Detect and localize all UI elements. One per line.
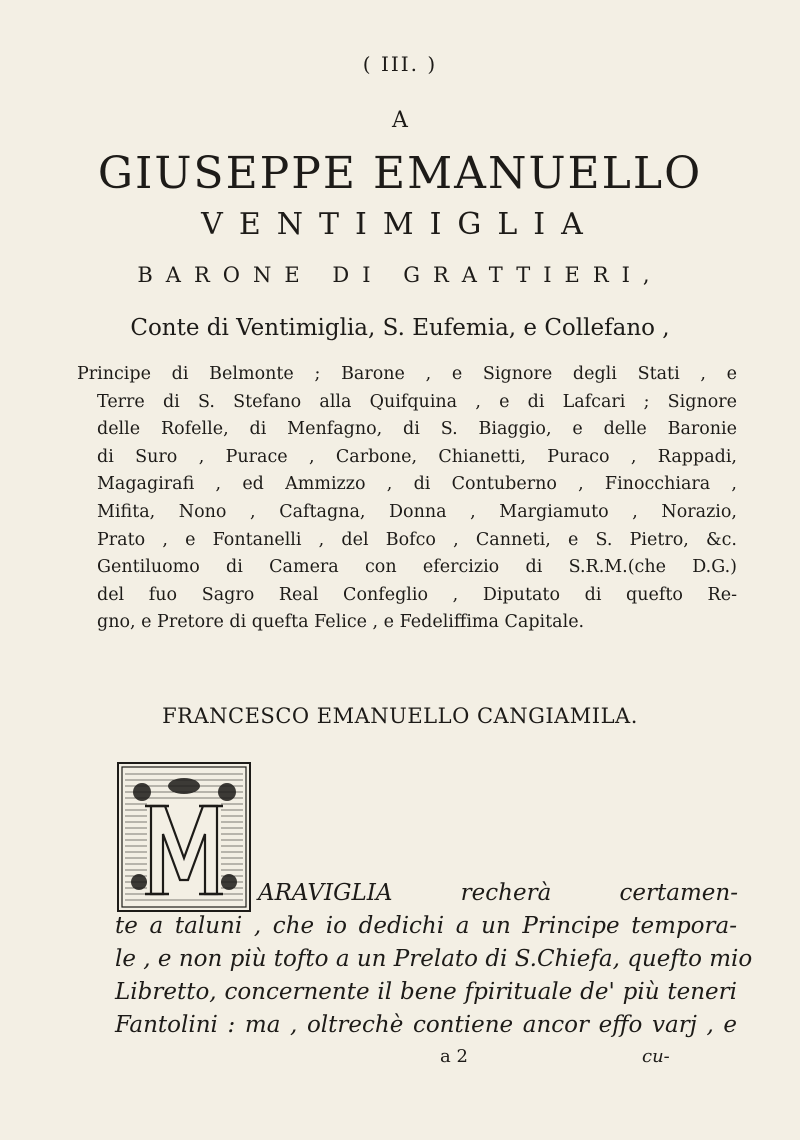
titles-line: gno, e Pretore di quefta Felice , e Fedeliffima Capitale. — [97, 612, 585, 633]
dedicatee-name: GIUSEPPE EMANUELLO — [97, 148, 703, 199]
dedication-to: A — [392, 108, 408, 133]
titles-line: Magagirafi , ed Ammizzo , di Contuberno , Finocchiara , — [97, 474, 737, 495]
catchword: cu- — [642, 1046, 670, 1067]
titles-line: Gentiluomo di Camera con efercizio di S.R.M.(che D.G.) — [97, 557, 737, 578]
titles-line: Mifita, Nono , Caftagna, Donna , Margiamuto , Norazio, — [97, 501, 737, 522]
author-name: FRANCESCO EMANUELLO CANGIAMILA. — [162, 704, 638, 728]
dedication-line: le , e non più tofto a un Prelato di S.Chiefa, quefto mio — [115, 946, 753, 972]
titles-line: delle Rofelle, di Menfagno, di S. Biaggio, e delle Baronie — [97, 419, 737, 440]
decorated-initial — [117, 762, 251, 912]
dedication-line: Libretto, concernente il bene fpirituale de' più teneri — [115, 979, 737, 1005]
titles-line: del fuo Sagro Real Confeglio , Diputato di quefto Re- — [97, 584, 737, 605]
signature-mark: a 2 — [440, 1046, 468, 1067]
dedication-line: ARAVIGLIA recherà certamen- — [258, 880, 738, 906]
titles-line: Prato , e Fontanelli , del Bofco , Canneti, e S. Pietro, &c. — [97, 529, 737, 550]
titles-paragraph — [77, 361, 737, 637]
dedication-line: te a taluni , che io dedichi a un Principe tempora- — [115, 913, 737, 939]
dedication-line: Fantolini : ma , oltrechè contiene ancor effo varj , e — [115, 1012, 737, 1038]
page-number: ( III. ) — [362, 52, 438, 76]
titles-line: Terre di S. Stefano alla Quifquina , e di Lafcari ; Signore — [97, 391, 737, 412]
noble-title: BARONE DI GRATTIERI, — [137, 263, 663, 287]
dedicatee-surname: VENTIMIGLIA — [201, 207, 599, 242]
count-line: Conte di Ventimiglia, S. Eufemia, e Collefano , — [130, 315, 670, 341]
titles-line: Principe di Belmonte ; Barone , e Signore degli Stati , e — [77, 364, 737, 384]
titles-line: di Suro , Purace , Carbone, Chianetti, Puraco , Rappadi, — [97, 446, 737, 467]
